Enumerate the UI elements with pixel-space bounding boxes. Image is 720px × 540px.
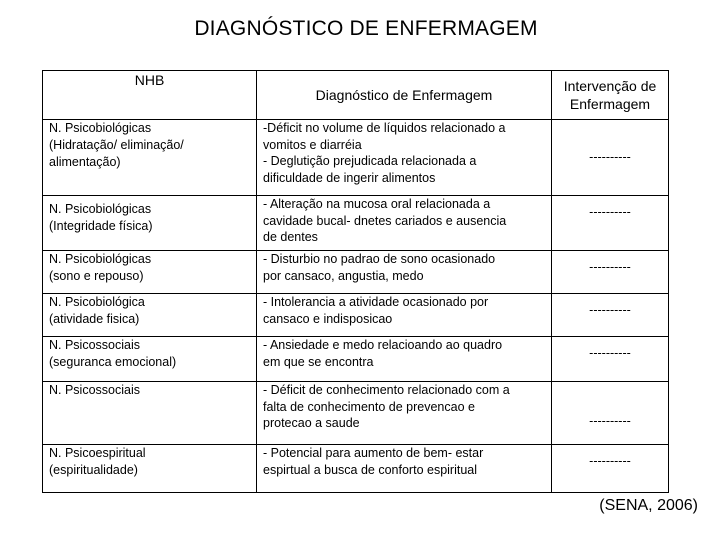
intervencao-cell: ---------- bbox=[552, 445, 669, 493]
intervencao-cell: ---------- bbox=[552, 120, 669, 196]
nhb-cell bbox=[43, 337, 257, 382]
table-row bbox=[43, 337, 669, 382]
diag-line: em que se encontra bbox=[263, 354, 374, 369]
diagnostico-cell bbox=[257, 382, 552, 445]
intervencao-cell: ---------- bbox=[552, 196, 669, 251]
diag-line: - Déficit de conhecimento relacionado com a bbox=[263, 383, 510, 397]
diag-line: - Disturbio no padrao de sono ocasionado bbox=[263, 252, 496, 266]
diag-line: - Alteração na mucosa oral relacionada a bbox=[263, 197, 491, 211]
diagnostico-cell bbox=[257, 251, 552, 294]
diag-line: -Déficit no volume de líquidos relacionado a bbox=[263, 121, 506, 135]
nhb-line: (sono e repouso) bbox=[49, 269, 144, 283]
nhb-line: N. Psicossociais bbox=[49, 383, 140, 397]
table-header-row bbox=[43, 71, 669, 120]
diag-line: por cansaco, angustia, medo bbox=[263, 268, 424, 283]
table-row bbox=[43, 196, 669, 251]
diagnostico-cell bbox=[257, 337, 552, 382]
nhb-cell bbox=[43, 251, 257, 294]
nhb-line: alimentação) bbox=[49, 155, 121, 169]
table-row bbox=[43, 445, 669, 493]
diagnostico-cell bbox=[257, 196, 552, 251]
header-intervencao-line2: Enfermagem bbox=[569, 96, 651, 112]
table-row bbox=[43, 120, 669, 196]
nhb-cell bbox=[43, 294, 257, 337]
diag-line: falta de conhecimento de prevencao e bbox=[263, 399, 475, 414]
nhb-cell bbox=[43, 120, 257, 196]
diag-line: protecao a saude bbox=[263, 416, 360, 430]
diagnostico-cell bbox=[257, 120, 552, 196]
nhb-line: (Integridade física) bbox=[49, 219, 153, 233]
header-diagnostico: Diagnóstico de Enfermagem bbox=[257, 71, 552, 120]
table-row bbox=[43, 251, 669, 294]
diag-line: espirtual a busca de conforto espiritual bbox=[263, 462, 478, 477]
diagnostico-cell bbox=[257, 294, 552, 337]
header-nhb: NHB bbox=[43, 71, 257, 120]
intervencao-cell: ---------- bbox=[552, 251, 669, 294]
diag-line: - Ansiedade e medo relacioando ao quadro bbox=[263, 338, 503, 352]
nhb-line: (seguranca emocional) bbox=[49, 355, 177, 369]
citation: (SENA, 2006) bbox=[599, 497, 698, 514]
nhb-line: N. Psicobiológicas bbox=[49, 252, 152, 266]
page-title: DIAGNÓSTICO DE ENFERMAGEM bbox=[194, 17, 538, 40]
header-intervencao bbox=[552, 71, 669, 120]
intervencao-cell: ---------- bbox=[552, 382, 669, 445]
nhb-cell bbox=[43, 445, 257, 493]
nhb-line: N. Psicoespiritual bbox=[49, 446, 146, 460]
nhb-line: (atividade fisica) bbox=[49, 312, 140, 326]
nhb-line: (Hidratação/ eliminação/ bbox=[49, 138, 184, 152]
nhb-line: N. Psicobiológica bbox=[49, 295, 145, 309]
intervencao-cell: ---------- bbox=[552, 294, 669, 337]
header-intervencao-line1: Intervenção de bbox=[563, 78, 657, 94]
nhb-line: (espiritualidade) bbox=[49, 463, 138, 477]
nhb-line: N. Psicossociais bbox=[49, 338, 140, 352]
diag-line: - Deglutição prejudicada relacionada a bbox=[263, 154, 477, 168]
nhb-line: N. Psicobiológicas bbox=[49, 202, 152, 216]
diag-line: vomitos e diarréia bbox=[263, 137, 362, 152]
diag-line: cansaco e indisposicao bbox=[263, 311, 393, 326]
diag-line: cavidade bucal- dnetes cariados e ausencia bbox=[263, 213, 507, 228]
intervencao-cell: ---------- bbox=[552, 337, 669, 382]
nhb-cell bbox=[43, 382, 257, 445]
diagnostico-cell bbox=[257, 445, 552, 493]
diagnosis-table bbox=[42, 70, 669, 493]
diag-line: de dentes bbox=[263, 230, 318, 244]
nhb-cell bbox=[43, 196, 257, 251]
diag-line: dificuldade de ingerir alimentos bbox=[263, 170, 436, 185]
table-row bbox=[43, 294, 669, 337]
table-row bbox=[43, 382, 669, 445]
diag-line: - Intolerancia a atividade ocasionado por bbox=[263, 295, 489, 309]
nhb-line: N. Psicobiológicas bbox=[49, 121, 152, 135]
diag-line: - Potencial para aumento de bem- estar bbox=[263, 446, 484, 460]
